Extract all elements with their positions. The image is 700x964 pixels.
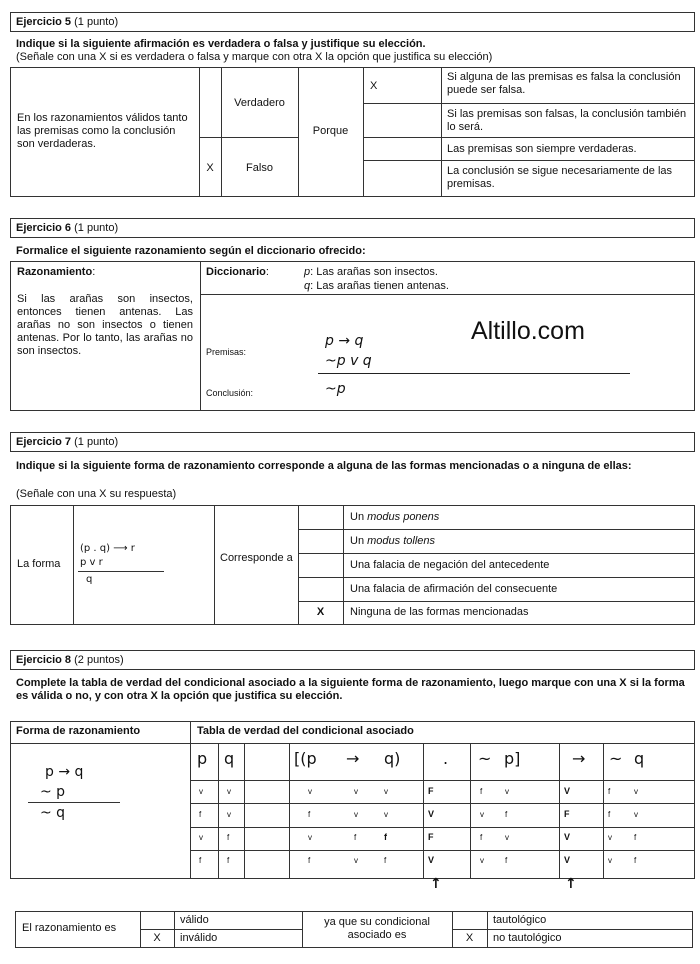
tt-cell: v bbox=[384, 810, 388, 819]
ej6-razonamiento-label: Razonamiento: bbox=[17, 266, 96, 278]
ej5-option-text: Las premisas son siempre verdaderas. bbox=[447, 143, 637, 155]
ej5-header bbox=[10, 12, 695, 32]
ej8-conclusion-line bbox=[28, 802, 120, 803]
ej6-premisas-label: Premisas: bbox=[206, 347, 247, 357]
tt-cell: v bbox=[505, 787, 509, 796]
tt-header: ~ bbox=[609, 749, 623, 768]
tt-header: . bbox=[443, 749, 449, 768]
tt-cell: v bbox=[199, 833, 203, 842]
tt-cell: f bbox=[634, 833, 637, 842]
ej8-conclusion: ~ q bbox=[40, 805, 66, 821]
ej6-premise-1: p → q bbox=[325, 333, 364, 349]
ej7-premise-1: (p . q) ⟶ r bbox=[80, 543, 135, 554]
ej7-title: Ejercicio 7 bbox=[16, 436, 72, 448]
tt-cell: f bbox=[608, 787, 611, 796]
ej7-option-text: Un modus ponens bbox=[350, 511, 440, 523]
ej5-porque: Porque bbox=[312, 125, 349, 137]
ej8-title: Ejercicio 8 bbox=[16, 654, 72, 666]
tt-cell: v bbox=[634, 787, 638, 796]
ej8-no-tauto-mark[interactable]: X bbox=[465, 932, 474, 944]
tt-cell: V bbox=[564, 832, 571, 842]
ej7-option-text: Una falacia de afirmación del consecuente bbox=[350, 583, 558, 595]
ej8-premise-1: p → q bbox=[45, 764, 84, 780]
ej8-tauto: tautológico bbox=[493, 914, 547, 926]
ej7-premise-2: p v r bbox=[80, 557, 103, 568]
tt-header: q bbox=[634, 749, 645, 768]
tt-header: [(p bbox=[294, 749, 317, 768]
ej8-valido: válido bbox=[180, 914, 209, 926]
ej6-instruction: Formalice el siguiente razonamiento según el diccionario ofrecido: bbox=[16, 245, 366, 257]
ej8-premise-2: ~ p bbox=[40, 784, 66, 800]
ej7-option-text: Ninguna de las formas mencionadas bbox=[350, 606, 529, 618]
ej6-title: Ejercicio 6 bbox=[16, 222, 72, 234]
tt-cell: f bbox=[199, 856, 202, 865]
ej8-ya-que: ya que su condicional asociado es bbox=[324, 916, 430, 941]
tt-cell: f bbox=[505, 856, 508, 865]
tt-header: q) bbox=[384, 749, 401, 768]
tt-cell: f bbox=[608, 810, 611, 819]
ej6-razonamiento-text: Si las arañas son insectos, entonces tienen antenas. Las arañas no son insectos o tienen antenas. Por lo tanto, las arañas no son insectos. bbox=[17, 293, 193, 357]
ej7-conclusion-line bbox=[78, 571, 164, 572]
tt-cell: v bbox=[608, 833, 612, 842]
ej5-title: Ejercicio 5 bbox=[16, 16, 72, 28]
ej5-points: (1 punto) bbox=[74, 16, 119, 28]
tt-header: p bbox=[197, 749, 208, 768]
tt-cell: v bbox=[384, 787, 388, 796]
ej8-col2-header: Tabla de verdad del condicional asociado bbox=[197, 725, 414, 737]
tt-cell: v bbox=[354, 787, 358, 796]
tt-cell: V bbox=[564, 855, 571, 865]
ej7-la-forma: La forma bbox=[17, 558, 61, 570]
tt-cell: f bbox=[308, 856, 311, 865]
ej5-falso-label: Falso bbox=[246, 162, 273, 174]
tt-cell: f bbox=[199, 810, 202, 819]
ej7-option-text: Una falacia de negación del antecedente bbox=[350, 559, 550, 571]
ej7-conclusion: q bbox=[86, 574, 93, 585]
ej6-conclusion: ~p bbox=[325, 381, 346, 397]
ej8-col1-header: Forma de razonamiento bbox=[16, 725, 141, 737]
tt-cell: v bbox=[227, 787, 231, 796]
ej6-conclusion-label: Conclusión: bbox=[206, 388, 254, 398]
tt-cell: v bbox=[480, 810, 484, 819]
ej5-option-text: Si alguna de las premisas es falsa la conclusión puede ser falsa. bbox=[447, 71, 681, 96]
tt-cell: v bbox=[634, 810, 638, 819]
ej6-points: (1 punto) bbox=[74, 222, 119, 234]
tt-header: ~ bbox=[478, 749, 492, 768]
ej6-diccionario-label: Diccionario: bbox=[206, 266, 269, 278]
watermark: Altillo.com bbox=[471, 317, 585, 345]
ej7-header bbox=[10, 432, 695, 452]
tt-header: → bbox=[346, 749, 360, 768]
tt-cell: f bbox=[384, 856, 387, 865]
ej8-invalido-mark[interactable]: X bbox=[153, 932, 161, 944]
tt-cell: f bbox=[384, 832, 387, 842]
ej6-premise-2: ~p v q bbox=[325, 353, 372, 369]
tt-cell: f bbox=[227, 856, 230, 865]
ej5-option-text: Si las premisas son falsas, la conclusión también lo será. bbox=[447, 108, 687, 133]
up-arrow-icon: ↑ bbox=[430, 876, 442, 892]
tt-cell: v bbox=[308, 833, 312, 842]
ej5-instruction-bold: Indique si la siguiente afirmación es verdadera o falsa y justifique su elección. bbox=[16, 38, 426, 50]
ej5-verdadero-label: Verdadero bbox=[234, 97, 285, 109]
ej7-instruction: (Señale con una X su respuesta) bbox=[16, 488, 177, 500]
ej7-points: (1 punto) bbox=[74, 436, 119, 448]
ej8-instruction: Complete la tabla de verdad del condicional asociado a la siguiente forma de razonamiento, luego marque con una X si la forma es válida o no, y con otra X la opción que justifica su elección. bbox=[16, 677, 685, 702]
tt-header: p] bbox=[504, 749, 521, 768]
tt-cell: V bbox=[564, 786, 571, 796]
tt-cell: F bbox=[428, 832, 434, 842]
ej5-instruction: (Señale con una X si es verdadera o falsa y marque con otra X la opción que justifica su elección) bbox=[16, 51, 493, 63]
tt-cell: v bbox=[308, 787, 312, 796]
ej7-option-text: Un modus tollens bbox=[350, 535, 435, 547]
tt-cell: v bbox=[505, 833, 509, 842]
tt-cell: F bbox=[428, 786, 434, 796]
ej6-dict-q: q: Las arañas tienen antenas. bbox=[304, 280, 449, 292]
tt-cell: V bbox=[428, 855, 435, 865]
tt-cell: f bbox=[634, 856, 637, 865]
tt-cell: f bbox=[505, 810, 508, 819]
tt-cell: v bbox=[199, 787, 203, 796]
ej5-statement: En los razonamientos válidos tanto las premisas como la conclusión son verdaderas. bbox=[17, 112, 188, 150]
tt-cell: f bbox=[308, 810, 311, 819]
ej5-option-mark[interactable]: X bbox=[370, 80, 378, 92]
ej5-option-text: La conclusión se sigue necesariamente de las premisas. bbox=[447, 165, 673, 190]
ej6-dict-p: p: Las arañas son insectos. bbox=[304, 266, 438, 278]
ej7-instruction-bold: Indique si la siguiente forma de razonamiento corresponde a alguna de las formas mencionadas o a ninguna de ellas: bbox=[16, 460, 632, 472]
ej8-invalido: inválido bbox=[180, 932, 218, 944]
tt-cell: f bbox=[354, 833, 357, 842]
tt-cell: f bbox=[480, 787, 483, 796]
ej6-header bbox=[10, 218, 695, 238]
tt-cell: v bbox=[608, 856, 612, 865]
ej8-table bbox=[10, 721, 695, 879]
tt-cell: v bbox=[227, 810, 231, 819]
ej7-option-mark[interactable]: X bbox=[316, 606, 325, 618]
tt-header: → bbox=[572, 749, 586, 768]
ej7-corresponde: Corresponde a bbox=[220, 552, 293, 564]
tt-header: q bbox=[224, 749, 235, 768]
tt-cell: F bbox=[564, 809, 570, 819]
tt-cell: v bbox=[354, 810, 358, 819]
tt-cell: f bbox=[480, 833, 483, 842]
tt-cell: f bbox=[227, 833, 230, 842]
ej8-razonamiento-es: El razonamiento es bbox=[22, 922, 117, 934]
ej5-falso-mark[interactable]: X bbox=[206, 162, 214, 174]
ej8-header bbox=[10, 650, 695, 670]
ej8-no-tauto: no tautológico bbox=[493, 932, 562, 944]
ej6-conclusion-line bbox=[318, 373, 630, 374]
tt-cell: V bbox=[428, 809, 435, 819]
up-arrow-icon: ↑ bbox=[565, 876, 577, 892]
tt-cell: v bbox=[354, 856, 358, 865]
tt-cell: v bbox=[480, 856, 484, 865]
ej8-points: (2 puntos) bbox=[74, 654, 124, 666]
